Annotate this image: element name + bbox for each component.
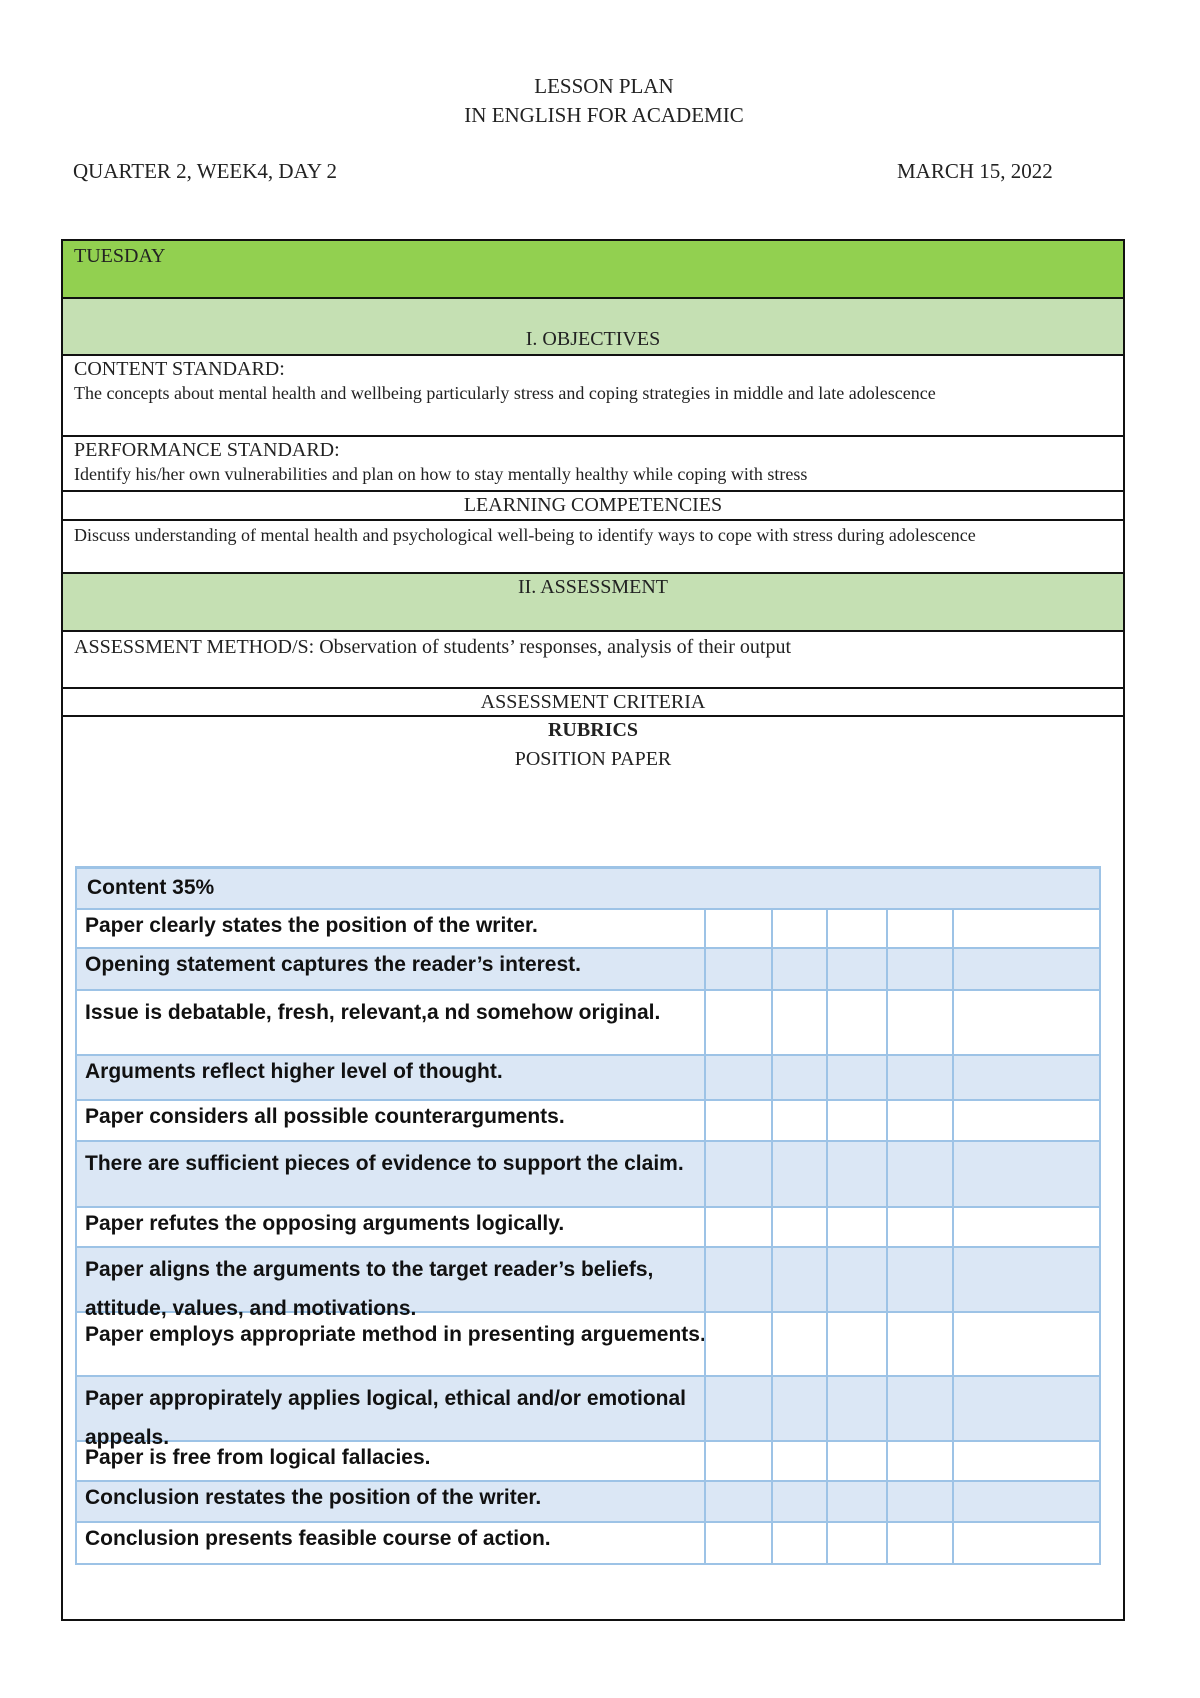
rubric-criterion-label: Opening statement captures the reader’s interest. [85,953,581,976]
score-cell-divider [826,1442,828,1480]
score-cell-divider [952,1442,954,1480]
score-cell-divider [886,991,888,1054]
rubric-criterion-row [75,1377,1101,1449]
score-cell-divider [1099,1313,1101,1375]
rubric-criterion-row [75,1313,1101,1377]
score-cell-divider [886,1313,888,1375]
performance-standard-label: PERFORMANCE STANDARD: [74,439,340,461]
content-standard-text: The concepts about mental health and wellbeing particularly stress and coping strategies in middle and late adolescence [74,383,936,403]
rubric-criterion-label: Arguments reflect higher level of thought. [85,1060,503,1083]
score-cell-divider [1099,1523,1101,1563]
score-cell-divider [886,1101,888,1140]
score-cell-divider [771,1101,773,1140]
score-cell-divider [771,1313,773,1375]
score-cell-divider [826,1056,828,1099]
assessment-heading-row [63,572,1123,630]
rubric-criterion-label: Paper refutes the opposing arguments logically. [85,1212,565,1235]
score-cell-divider [704,1313,706,1375]
rubric-criterion-row [75,1101,1101,1142]
learning-competencies-row [63,519,1123,572]
rubric-criterion-label: Paper considers all possible counterarguments. [85,1105,565,1128]
score-cell-divider [886,1442,888,1480]
score-cell-divider [952,949,954,989]
score-cell-divider [826,1208,828,1246]
score-cell-divider [1099,1101,1101,1140]
score-cell-divider [826,1482,828,1521]
score-cell-divider [886,910,888,947]
rubric-criterion-label: Paper employs appropriate method in presenting arguements. [85,1323,706,1346]
score-cell-divider [952,1377,954,1440]
rubric-criterion-row [75,1208,1101,1248]
score-cell-divider [826,1377,828,1440]
score-cell-divider [826,949,828,989]
score-cell-divider [704,991,706,1054]
score-cell-divider [704,1377,706,1440]
score-cell-divider [886,1056,888,1099]
learning-competencies-text: Discuss understanding of mental health and psychological well-being to identify ways to cope with stress during adolescence [74,525,976,545]
score-cell-divider [771,1142,773,1206]
rubric-criterion-label: Issue is debatable, fresh, relevant,a nd somehow original. [85,1001,661,1024]
score-cell-divider [886,1142,888,1206]
score-cell-divider [771,910,773,947]
score-cell-divider [826,1523,828,1563]
row-left-border [75,910,77,947]
score-cell-divider [704,1056,706,1099]
rubric-criterion-row [75,1523,1101,1565]
score-cell-divider [1099,991,1101,1054]
learning-competencies-heading-row [63,490,1123,519]
rubric-criterion-label: Paper appropirately applies logical, ethical and/or emotional appeals. [85,1387,686,1449]
performance-standard-text: Identify his/her own vulnerabilities and plan on how to stay mentally healthy while coping with stress [74,464,808,484]
score-cell-divider [1099,1377,1101,1440]
rubric-criterion-label: Paper clearly states the position of the writer. [85,914,538,937]
row-left-border [75,1248,77,1311]
score-cell-divider [771,1377,773,1440]
assessment-heading: II. ASSESSMENT [517,576,669,598]
score-cell-divider [771,1248,773,1311]
score-cell-divider [1099,1208,1101,1246]
assessment-method: ASSESSMENT METHOD/S: Observation of students’ responses, analysis of their output [74,636,792,658]
rubric-criterion-row [75,991,1101,1056]
row-left-border [75,1442,77,1480]
score-cell-divider [952,1142,954,1206]
rubric-criterion-label: Conclusion restates the position of the writer. [85,1486,542,1509]
score-cell-divider [704,1523,706,1563]
score-cell-divider [826,1142,828,1206]
score-cell-divider [886,1248,888,1311]
row-left-border [75,949,77,989]
score-cell-divider [704,1482,706,1521]
objectives-heading-row [63,297,1123,354]
rubrics-subtitle: POSITION PAPER [514,748,672,770]
score-cell-divider [826,1248,828,1311]
score-cell-divider [704,949,706,989]
score-cell-divider [771,1442,773,1480]
score-cell-divider [771,949,773,989]
row-left-border [75,1208,77,1246]
score-cell-divider [952,1056,954,1099]
row-left-border [75,991,77,1054]
score-cell-divider [771,1056,773,1099]
rubric-criterion-label: Conclusion presents feasible course of action. [85,1527,551,1550]
score-cell-divider [771,1482,773,1521]
score-cell-divider [704,1142,706,1206]
score-cell-divider [952,1482,954,1521]
rubric-criterion-row [75,1248,1101,1320]
score-cell-divider [952,1313,954,1375]
assessment-criteria-heading: ASSESSMENT CRITERIA [480,691,706,713]
score-cell-divider [1099,1248,1101,1311]
score-cell-divider [952,1101,954,1140]
score-cell-divider [952,1208,954,1246]
score-cell-divider [952,1248,954,1311]
lesson-date: MARCH 15, 2022 [897,159,1053,183]
score-cell-divider [1099,1482,1101,1521]
score-cell-divider [771,991,773,1054]
rubrics-title: RUBRICS [547,719,639,741]
objectives-heading: I. OBJECTIVES [525,328,661,350]
assessment-criteria-heading-row [63,687,1123,715]
row-left-border [75,1313,77,1375]
score-cell-divider [1099,1142,1101,1206]
assessment-method-row [63,630,1123,687]
score-cell-divider [886,1523,888,1563]
score-cell-divider [826,991,828,1054]
score-cell-divider [886,1208,888,1246]
content-standard-row [63,354,1123,435]
quarter-week-day: QUARTER 2, WEEK4, DAY 2 [73,159,337,183]
performance-standard-row [63,435,1123,490]
row-left-border [75,1523,77,1563]
score-cell-divider [704,1442,706,1480]
score-cell-divider [1099,910,1101,947]
score-cell-divider [826,1313,828,1375]
score-cell-divider [704,910,706,947]
score-cell-divider [886,1377,888,1440]
score-cell-divider [826,1101,828,1140]
score-cell-divider [886,1482,888,1521]
score-cell-divider [771,1523,773,1563]
rubric-criterion-row [75,949,1101,991]
score-cell-divider [826,910,828,947]
score-cell-divider [1099,949,1101,989]
lesson-plan-table [61,239,1125,1621]
day-row [63,241,1123,297]
score-cell-divider [704,1208,706,1246]
score-cell-divider [952,1523,954,1563]
rubric-criterion-row [75,1142,1101,1208]
rubric-criterion-label: Paper aligns the arguments to the target reader’s beliefs, attitude, values, and motivations. [85,1258,654,1320]
row-left-border [75,1377,77,1440]
row-left-border [75,1101,77,1140]
score-cell-divider [704,1248,706,1311]
score-cell-divider [704,1101,706,1140]
rubric-category: Content 35% [87,876,215,899]
day-label: TUESDAY [74,245,166,267]
rubric-criterion-label: Paper is free from logical fallacies. [85,1446,431,1469]
row-left-border [75,1482,77,1521]
score-cell-divider [1099,1056,1101,1099]
page-subtitle: IN ENGLISH FOR ACADEMIC [464,103,744,127]
learning-competencies-heading: LEARNING COMPETENCIES [463,494,723,516]
row-left-border [75,1056,77,1099]
row-left-border [75,1142,77,1206]
score-cell-divider [952,910,954,947]
score-cell-divider [952,991,954,1054]
score-cell-divider [771,1208,773,1246]
page-title: LESSON PLAN [534,74,674,98]
rubric-criterion-label: There are sufficient pieces of evidence to support the claim. [85,1152,684,1175]
score-cell-divider [1099,1442,1101,1480]
score-cell-divider [886,949,888,989]
content-standard-label: CONTENT STANDARD: [74,358,285,380]
